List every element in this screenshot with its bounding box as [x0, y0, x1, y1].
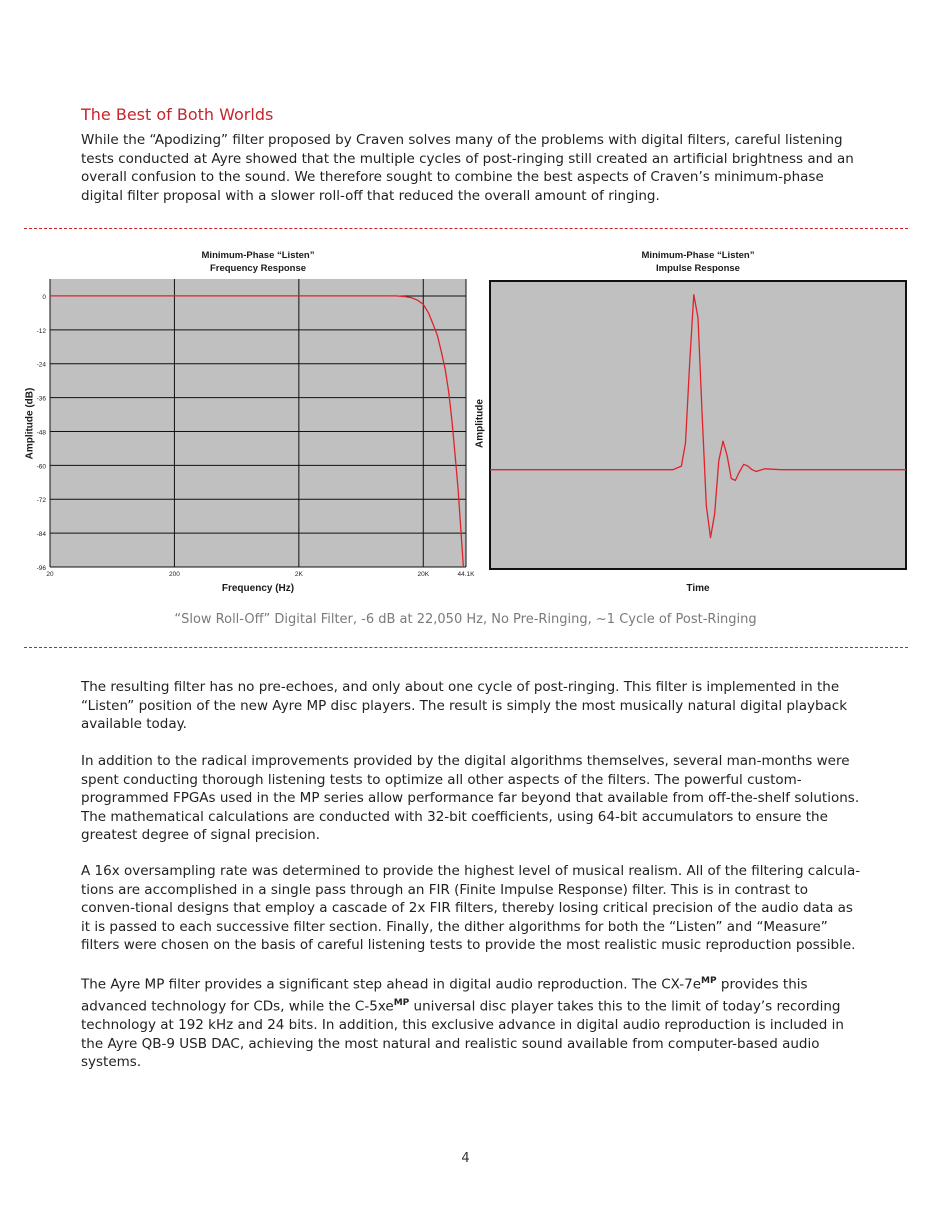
freq-plot-area — [50, 279, 466, 567]
bottom-divider — [24, 647, 908, 648]
impulse-response-chart — [488, 279, 908, 571]
paragraph-4 — [81, 972, 861, 1072]
freq-ytick-label: -36 — [36, 395, 46, 403]
paragraph-4-text-b: provides this advanced technology for CDs, while the C-5xe — [81, 976, 808, 1015]
paragraph-4-text-a: The Ayre MP filter provides a significant step ahead in digital audio reproduction. The CX-7e — [81, 976, 702, 993]
paragraph-1: The resulting filter has no pre-echoes, and only about one cycle of post-ringing. This filter is implemented in the “Listen” position of the new Ayre MP disc players. The result is simply the most musically natural digital playback available today. — [81, 679, 848, 733]
impulse-chart-xlabel: Time — [686, 583, 710, 594]
freq-ytick-label: -48 — [36, 429, 46, 437]
impulse-chart-title-line2: Impulse Response — [656, 263, 740, 274]
freq-chart-ylabel: Amplitude (dB) — [24, 387, 36, 460]
impulse-chart-ylabel: Amplitude — [474, 399, 486, 448]
freq-xtick-label: 20K — [417, 571, 430, 578]
freq-chart-title-line1: Minimum-Phase “Listen” — [201, 250, 315, 261]
freq-ytick-label: -96 — [36, 565, 46, 572]
top-divider — [24, 228, 908, 229]
paragraph-3: A 16x oversampling rate was determined to provide the highest level of musical realism. All of the filtering calcula-tions are accomplished in a single pass through an FIR (Finite Impulse Response) filter. This is in contrast to conven-tional designs that employ a cascade of 2x FIR filters, thereby losing critical precision of the audio data as it is passed to each successive filter section. Finally, the dither algorithms for both the “Listen” and “Measure” filters were chosen on the basis of careful listening tests to provide the most realistic music reproduction possible. — [81, 863, 861, 954]
mp-superscript-2: MP — [393, 998, 410, 1009]
freq-ytick-label: -84 — [36, 531, 46, 539]
section-heading: The Best of Both Worlds — [81, 105, 274, 124]
intro-paragraph: While the “Apodizing” filter proposed by Craven solves many of the problems with digital filters, careful listening tests conducted at Ayre showed that the multiple cycles of post-ringing still created an artificial brightness and an overall confusion to the sound. We therefore sought to combine the best aspects of Craven’s minimum-phase digital filter proposal with a slower roll-off that reduced the overall amount of ringing. — [81, 132, 854, 204]
freq-xtick-label: 200 — [168, 571, 180, 578]
paragraph-2: In addition to the radical improvements provided by the digital algorithms themselves, several man-months were spent conducting thorough listening tests to optimize all other aspects of the filters. The powerful custom-programmed FPGAs used in the MP series allow performance far beyond that available from off-the-shelf solutions. The mathematical calculations are conducted with 32-bit coefficients, using 64-bit accumulators to ensure the greatest degree of signal precision. — [81, 753, 860, 844]
freq-ytick-label: -12 — [36, 327, 46, 335]
freq-chart-title — [158, 249, 358, 275]
freq-ytick-label: 0 — [42, 293, 46, 301]
freq-chart-title-line2: Frequency Response — [209, 263, 307, 274]
impulse-chart-title-line1: Minimum-Phase “Listen” — [641, 250, 755, 261]
paragraph-4-text-c: universal disc player takes this to the limit of today’s recording technology at 192 kHz and 24 bits. In addition, this exclusive advance in digital audio reproduction is included in the Ayre QB-9 USB DAC, achieving the most natural and realistic sound available from computer-based audio systems. — [81, 998, 844, 1071]
freq-ytick-label: -72 — [36, 497, 46, 505]
impulse-chart-title — [598, 249, 798, 275]
page-number: 4 — [461, 1151, 470, 1166]
freq-response-chart — [30, 274, 510, 584]
freq-xtick-label: 2K — [294, 571, 303, 578]
freq-xtick-label: 20 — [46, 571, 54, 578]
freq-chart-xlabel: Frequency (Hz) — [221, 583, 295, 594]
freq-xtick-label: 44.1K — [457, 571, 475, 578]
mp-superscript-1: MP — [701, 976, 717, 986]
freq-ytick-label: -24 — [36, 361, 46, 369]
figure-caption: “Slow Roll-Off” Digital Filter, -6 dB at 22,050 Hz, No Pre-Ringing, ~1 Cycle of Post-Ringing — [174, 612, 757, 627]
freq-ytick-label: -60 — [36, 463, 46, 471]
